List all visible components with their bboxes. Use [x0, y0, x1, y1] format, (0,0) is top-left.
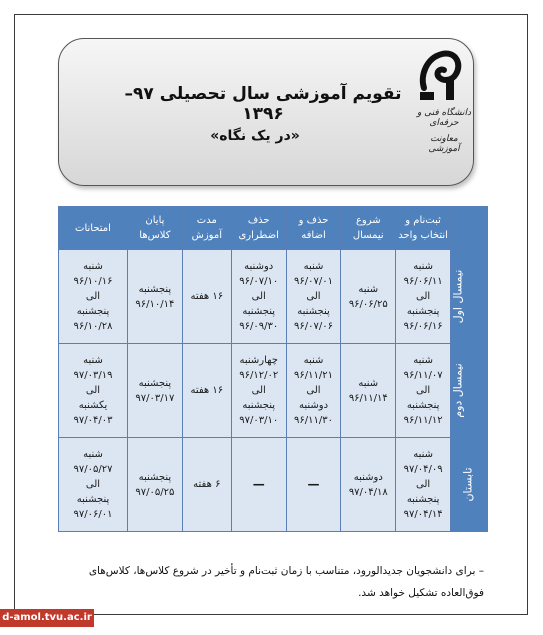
table-cell-exams [59, 438, 128, 532]
cell-line: پنجشنبه [76, 306, 110, 317]
cell-line: پنجشنبه [76, 494, 110, 505]
cell-line: الی [416, 291, 431, 302]
table-cell-duration [182, 344, 231, 438]
cell-line: پنجشنبه [406, 400, 440, 411]
table-cell-add-drop [286, 344, 341, 438]
cell-line: ۹۶/۰۶/۲۵ [348, 298, 388, 310]
cell-line: ۹۶/۱۰/۱۶ [73, 276, 113, 287]
cell-line: ۹۶/۰۷/۰۱ [294, 276, 333, 287]
table-cell-exams [59, 344, 128, 438]
cell-line: شنبه [83, 449, 103, 460]
page-title: تقویم آموزشی سال تحصیلی ۹۷–۱۳۹۶ [124, 84, 402, 124]
table-cell-exams [59, 250, 128, 344]
academic-calendar-table [58, 206, 488, 532]
cell-line: دوشنبه [353, 471, 383, 483]
table-row [59, 250, 488, 344]
cell-line: ۹۶/۱۰/۱۴ [135, 298, 175, 310]
cell-line: ۱۶ هفته [190, 385, 224, 396]
cell-line: شنبه [303, 261, 324, 272]
table-cell-emergency-drop [231, 250, 286, 344]
cell-line: پنجشنبه [297, 306, 330, 317]
cell-line: الی [416, 385, 431, 396]
cell-line: شنبه [83, 261, 103, 272]
column-header: پایان کلاس‌ها [128, 207, 183, 250]
cell-line: ۹۶/۰۹/۳۰ [239, 321, 279, 332]
cell-line: ۹۶/۰۷/۰۶ [294, 321, 333, 332]
university-logo-icon [416, 48, 466, 104]
cell-line: دوشنبه [244, 261, 274, 272]
cell-line: پنجشنبه [138, 377, 172, 389]
table-cell-add-drop [286, 250, 341, 344]
table-header-row [59, 207, 488, 250]
table-row [59, 344, 488, 438]
table-cell-start [341, 250, 396, 344]
table-cell-emergency-drop [231, 344, 286, 438]
cell-line: الی [85, 479, 101, 490]
cell-line: چهارشنبه [239, 355, 278, 366]
table-row [59, 438, 488, 532]
cell-line: ۹۷/۰۶/۰۱ [73, 509, 113, 520]
cell-line: ۹۶/۰۶/۱۶ [403, 321, 443, 332]
table-cell-add-drop [286, 438, 341, 532]
cell-line: ۹۷/۰۴/۱۴ [403, 509, 443, 520]
column-header: حذف اضطراری [231, 207, 286, 250]
cell-line: شنبه [413, 355, 433, 366]
cell-line: شنبه [413, 261, 433, 272]
cell-line: الی [306, 291, 321, 302]
website-url-link[interactable]: d-amol.tvu.ac.ir [0, 609, 94, 627]
cell-line: ۶ هفته [193, 479, 221, 490]
cell-line: ۹۷/۰۴/۰۹ [403, 464, 443, 475]
cell-line: ۹۷/۰۳/۱۷ [135, 392, 175, 404]
cell-line: ۹۷/۰۵/۲۵ [135, 486, 175, 498]
semester-label [451, 438, 488, 532]
cell-line: پنجشنبه [138, 283, 172, 295]
table-cell-start [341, 438, 396, 532]
cell-line: ۹۶/۰۷/۱۰ [239, 276, 279, 287]
cell-line: الی [251, 291, 266, 302]
department-name: معاونت آموزشی [428, 134, 460, 154]
cell-line: ۱۶ هفته [190, 291, 224, 302]
table-cell-registration [396, 438, 451, 532]
semester-label-text: نیمسال اول [451, 269, 465, 324]
cell-line: ۹۶/۰۶/۱۱ [403, 276, 443, 287]
cell-line: ۹۶/۱۱/۱۴ [348, 392, 388, 404]
cell-line: ۹۶/۱۰/۲۸ [73, 321, 113, 332]
semester-label-text: تابستان [461, 467, 475, 502]
cell-line: — [252, 477, 265, 491]
cell-line: ۹۶/۱۱/۳۰ [294, 415, 333, 426]
column-header [451, 207, 488, 250]
table-cell-classes-end [128, 438, 183, 532]
cell-line: ۹۶/۱۱/۲۱ [294, 370, 333, 381]
cell-line: ۹۶/۱۱/۱۲ [403, 415, 443, 426]
university-name: دانشگاه فنی و حرفه‌ای [416, 108, 472, 128]
cell-line: پنجشنبه [406, 306, 440, 317]
cell-line: الی [85, 291, 101, 302]
column-header: امتحانات [59, 207, 128, 250]
page-subtitle: «در یک نگاه» [210, 128, 300, 144]
cell-line: — [307, 477, 320, 491]
table-cell-duration [182, 250, 231, 344]
table-cell-duration [182, 438, 231, 532]
table-cell-classes-end [128, 344, 183, 438]
cell-line: پنجشنبه [406, 494, 440, 505]
footnote: – برای دانشجویان جدیدالورود، متناسب با زمان ثبت‌نام و تأخیر در شروع کلاس‌ها، کلاس‌های فوق‌العاده تشکیل خواهد شد. [88, 565, 484, 599]
column-header: حذف و اضافه [286, 207, 341, 250]
cell-line: پنجشنبه [242, 306, 275, 317]
cell-line: پنجشنبه [138, 471, 172, 483]
cell-line: شنبه [358, 283, 379, 295]
cell-line: شنبه [413, 449, 433, 460]
cell-line: الی [416, 479, 431, 490]
semester-label-text: نیمسال دوم [451, 363, 465, 418]
cell-line: پنجشنبه [242, 400, 275, 411]
table-cell-start [341, 344, 396, 438]
semester-label [451, 344, 488, 438]
cell-line: شنبه [83, 355, 103, 366]
column-header: ثبت‌نام و انتخاب واحد [396, 207, 451, 250]
cell-line: ۹۶/۱۲/۰۲ [239, 370, 279, 381]
cell-line: شنبه [358, 377, 379, 389]
cell-line: الی [251, 385, 266, 396]
cell-line: یکشنبه [78, 400, 108, 411]
cell-line: ۹۶/۱۱/۰۷ [403, 370, 443, 381]
table-cell-classes-end [128, 250, 183, 344]
cell-line: ۹۷/۰۳/۱۹ [73, 370, 113, 381]
semester-label [451, 250, 488, 344]
column-header: مدت آموزش [182, 207, 231, 250]
column-header: شروع نیمسال [341, 207, 396, 250]
cell-line: ۹۷/۰۳/۱۰ [239, 415, 279, 426]
cell-line: شنبه [303, 355, 324, 366]
cell-line: الی [85, 385, 101, 396]
cell-line: دوشنبه [298, 400, 329, 411]
cell-line: ۹۷/۰۵/۲۷ [73, 464, 113, 475]
cell-line: ۹۷/۰۴/۰۳ [73, 415, 113, 426]
cell-line: ۹۷/۰۴/۱۸ [348, 486, 388, 498]
table-cell-emergency-drop [231, 438, 286, 532]
cell-line: الی [306, 385, 321, 396]
